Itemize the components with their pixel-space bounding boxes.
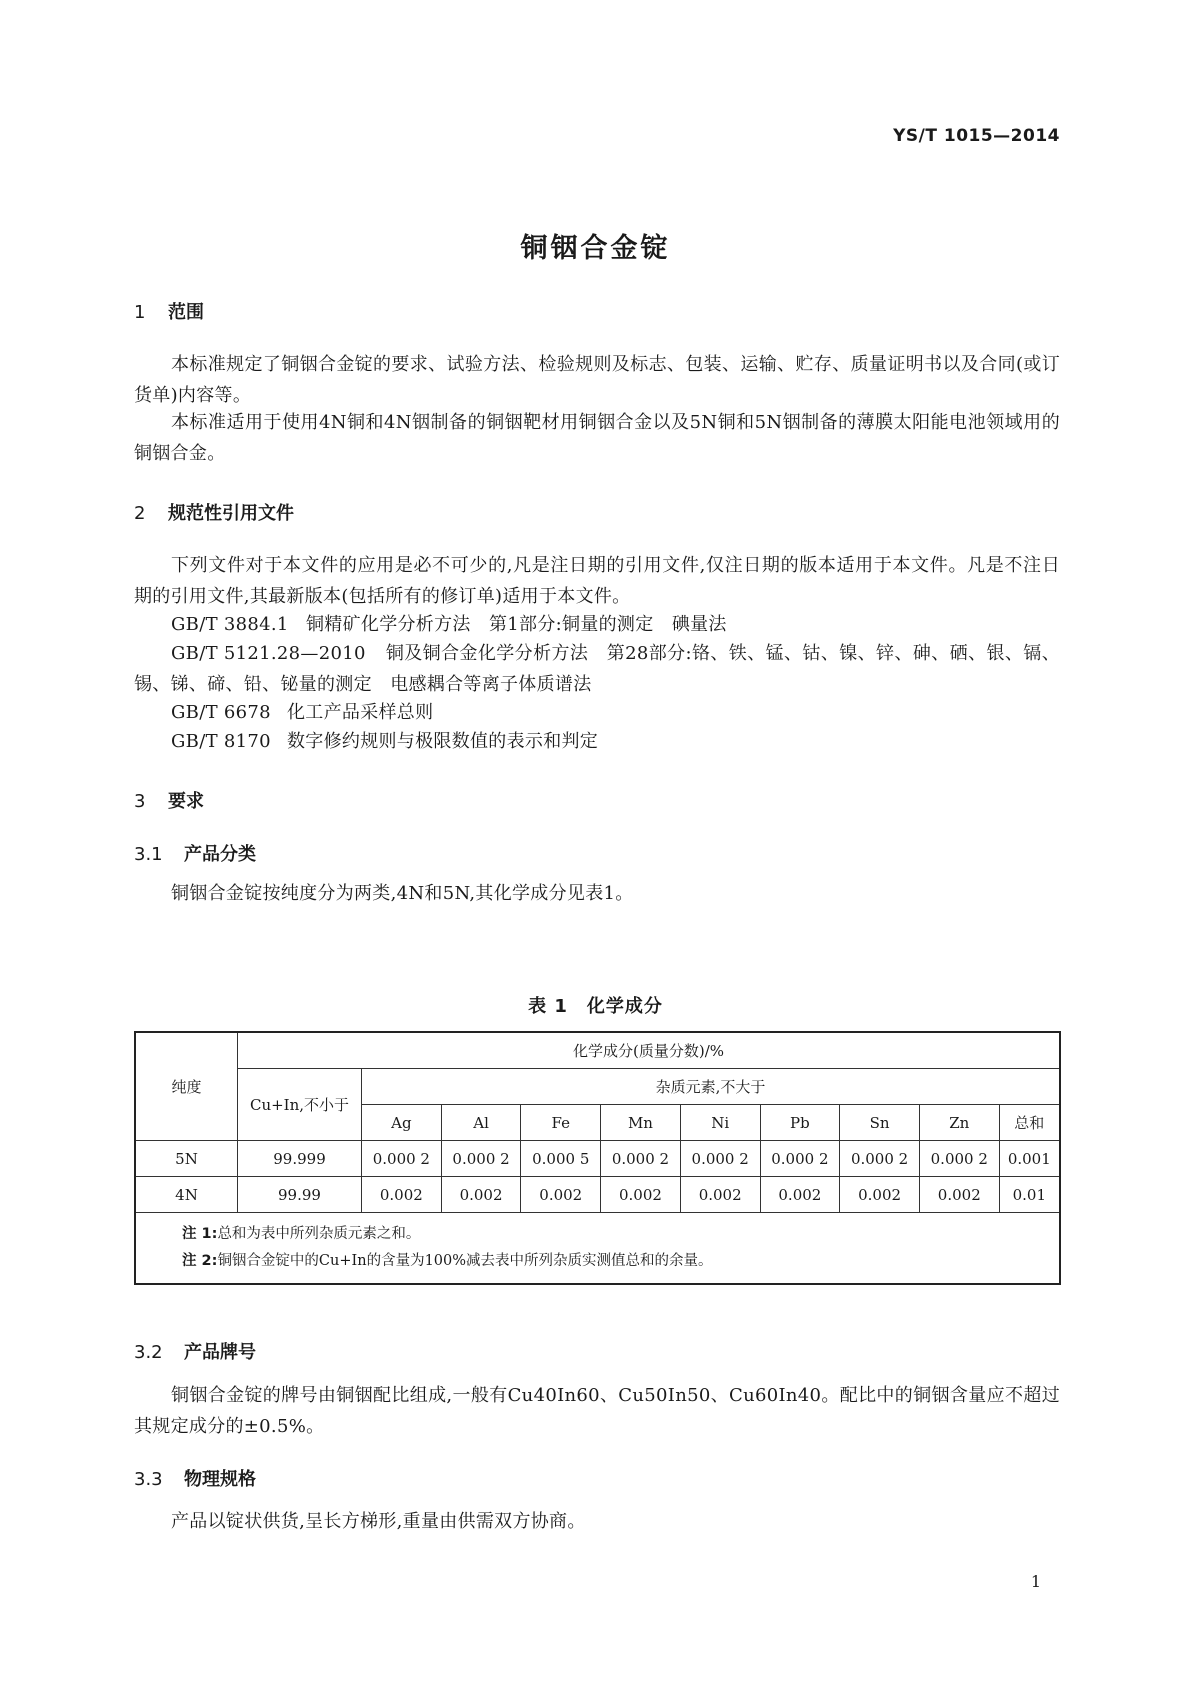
reference-text: 数字修约规则与极限数值的表示和判定 — [287, 731, 599, 752]
value-cell: 0.001 — [999, 1141, 1060, 1177]
section-title: 规范性引用文件 — [168, 503, 294, 524]
section-1-paragraph-2: 本标准适用于使用4N铜和4N铟制备的铜铟靶材用铜铟合金以及5N铜和5N铟制备的薄膜太阳能电池领域用的铜铟合金。 — [134, 412, 1060, 464]
chemical-composition-table — [134, 1031, 1061, 1285]
reference-item — [134, 638, 1060, 700]
table-note — [182, 1221, 1045, 1248]
section-number: 3 — [134, 791, 146, 812]
element-header: 总和 — [999, 1105, 1060, 1141]
element-header: Zn — [919, 1105, 999, 1141]
value-cell: 0.000 2 — [680, 1141, 760, 1177]
header-cu-in: Cu+In,不小于 — [238, 1069, 362, 1141]
table-notes — [135, 1213, 1060, 1285]
value-cell: 0.002 — [362, 1177, 442, 1213]
purity-cell: 5N — [135, 1141, 238, 1177]
value-cell: 0.002 — [441, 1177, 521, 1213]
value-cell: 0.000 2 — [840, 1141, 920, 1177]
section-title: 产品牌号 — [184, 1342, 256, 1363]
note-text: 总和为表中所列杂质元素之和。 — [217, 1226, 421, 1242]
page-number: 1 — [1030, 1572, 1041, 1591]
note-text: 铜铟合金锭中的Cu+In的含量为100%减去表中所列杂质实测值总和的余量。 — [217, 1253, 713, 1269]
value-cell: 0.002 — [680, 1177, 760, 1213]
value-cell: 0.000 2 — [601, 1141, 681, 1177]
section-number: 3.3 — [134, 1469, 163, 1490]
reference-code: GB/T 8170 — [171, 731, 271, 752]
note-label: 注 1: — [182, 1226, 218, 1242]
section-3-1-paragraph: 铜铟合金锭按纯度分为两类,4N和5N,其化学成分见表1。 — [171, 883, 634, 904]
reference-text: 铜精矿化学分析方法 第1部分:铜量的测定 碘量法 — [306, 614, 727, 635]
value-cell: 0.002 — [919, 1177, 999, 1213]
reference-text: 铜及铜合金化学分析方法 第28部分:铬、铁、锰、钴、镍、锌、砷、硒、银、镉、锡、锑、碲、铅、铋量的测定 电感耦合等离子体质谱法 — [134, 643, 1060, 695]
table-note — [182, 1248, 1045, 1275]
section-title: 范围 — [168, 302, 204, 323]
section-title: 要求 — [168, 791, 204, 812]
section-number: 3.2 — [134, 1342, 163, 1363]
reference-code: GB/T 5121.28—2010 — [171, 643, 366, 664]
reference-item — [171, 697, 1061, 728]
reference-code: GB/T 6678 — [171, 702, 271, 723]
value-cell: 0.000 2 — [760, 1141, 840, 1177]
element-header: Pb — [760, 1105, 840, 1141]
element-header: Ag — [362, 1105, 442, 1141]
reference-code: GB/T 3884.1 — [171, 614, 289, 635]
section-3-2-paragraph: 铜铟合金锭的牌号由铜铟配比组成,一般有Cu40In60、Cu50In50、Cu60In40。配比中的铜铟含量应不超过其规定成分的±0.5%。 — [134, 1385, 1060, 1437]
element-header: Ni — [680, 1105, 760, 1141]
cu-in-cell: 99.99 — [238, 1177, 362, 1213]
element-header: Al — [441, 1105, 521, 1141]
value-cell: 0.002 — [760, 1177, 840, 1213]
reference-text: 化工产品采样总则 — [287, 702, 434, 723]
header-purity: 纯度 — [135, 1032, 238, 1141]
value-cell: 0.000 2 — [441, 1141, 521, 1177]
table-row — [135, 1141, 1060, 1177]
section-title: 物理规格 — [184, 1469, 256, 1490]
section-2-heading — [134, 499, 294, 525]
reference-item — [171, 726, 1061, 757]
section-3-3-paragraph: 产品以锭状供货,呈长方梯形,重量由供需双方协商。 — [171, 1511, 586, 1532]
element-header: Sn — [840, 1105, 920, 1141]
section-number: 3.1 — [134, 844, 163, 865]
value-cell: 0.000 2 — [362, 1141, 442, 1177]
value-cell: 0.002 — [601, 1177, 681, 1213]
section-title: 产品分类 — [184, 844, 256, 865]
value-cell: 0.002 — [521, 1177, 601, 1213]
reference-item — [171, 609, 1061, 640]
section-3-heading — [134, 787, 204, 813]
header-impurity: 杂质元素,不大于 — [362, 1069, 1061, 1105]
cu-in-cell: 99.999 — [238, 1141, 362, 1177]
table-1-caption: 表 1 化学成分 — [528, 996, 663, 1017]
value-cell: 0.01 — [999, 1177, 1060, 1213]
section-1-paragraph-1: 本标准规定了铜铟合金锭的要求、试验方法、检验规则及标志、包装、运输、贮存、质量证明书以及合同(或订货单)内容等。 — [134, 354, 1060, 406]
element-header: Mn — [601, 1105, 681, 1141]
value-cell: 0.000 2 — [919, 1141, 999, 1177]
section-3-2-heading — [134, 1338, 256, 1364]
value-cell: 0.002 — [840, 1177, 920, 1213]
section-3-3-heading — [134, 1465, 256, 1491]
section-number: 2 — [134, 503, 146, 524]
table-row — [135, 1177, 1060, 1213]
section-2-paragraph-1: 下列文件对于本文件的应用是必不可少的,凡是注日期的引用文件,仅注日期的版本适用于本文件。凡是不注日期的引用文件,其最新版本(包括所有的修订单)适用于本文件。 — [134, 555, 1060, 607]
standard-code: YS/T 1015—2014 — [893, 126, 1060, 146]
section-3-1-heading — [134, 840, 256, 866]
header-composition: 化学成分(质量分数)/% — [238, 1032, 1061, 1069]
document-title: 铜铟合金锭 — [520, 233, 671, 264]
section-1-heading — [134, 298, 204, 324]
section-number: 1 — [134, 302, 146, 323]
value-cell: 0.000 5 — [521, 1141, 601, 1177]
element-header: Fe — [521, 1105, 601, 1141]
note-label: 注 2: — [182, 1253, 218, 1269]
purity-cell: 4N — [135, 1177, 238, 1213]
